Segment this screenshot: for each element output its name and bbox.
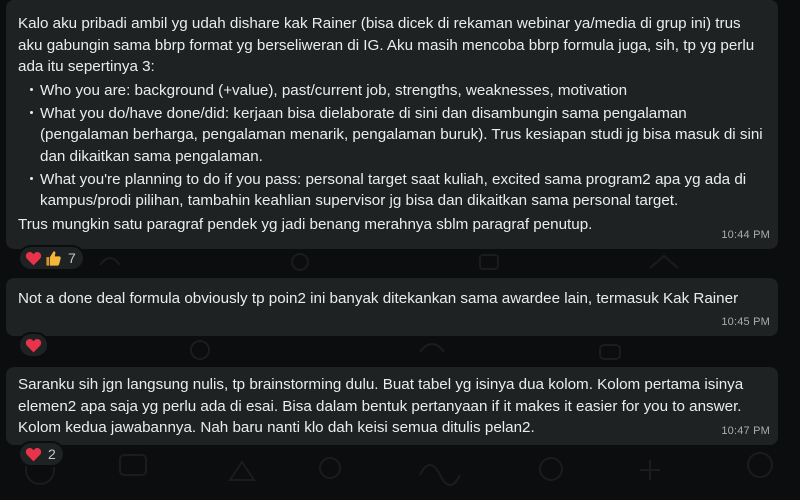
heart-icon (25, 251, 42, 266)
message-bullet-list (18, 80, 766, 212)
message-text: Not a done deal formula obviously tp poin2 ini banyak ditekankan sama awardee lain, termasuk Kak Rainer (18, 290, 739, 307)
reaction-pill[interactable] (18, 441, 65, 467)
reaction-pill[interactable] (18, 245, 85, 271)
message-timestamp: 10:44 PM (721, 228, 770, 241)
bullet-item: What you do/have done/did: kerjaan bisa dielaborate di sini dan disambungin sama pengalaman (pengalaman berharga, pengalaman menarik, pengalaman buruk). Trus kesiapan studi jg bisa masuk di sini dan dikaitkan sama pengalaman. (30, 103, 766, 168)
reaction-pill[interactable] (18, 332, 49, 358)
reaction-count: 2 (48, 446, 56, 462)
message-timestamp: 10:47 PM (721, 424, 770, 437)
message-bubble[interactable] (6, 367, 778, 445)
heart-icon (25, 447, 42, 462)
message-bubble[interactable] (6, 0, 778, 249)
message-text: Kalo aku pribadi ambil yg udah dishare kak Rainer (bisa dicek di rekaman webinar ya/media di grup ini) trus aku gabungin sama bbrp format yg berseliweran di IG. Aku masih mencoba bbrp formula juga, sih, tp yg perlu ada itu sepertinya 3: (18, 15, 755, 75)
thumbs-up-icon (45, 250, 62, 267)
heart-icon (25, 338, 42, 353)
message-timestamp: 10:45 PM (721, 315, 770, 328)
bullet-item: Who you are: background (+value), past/current job, strengths, weaknesses, motivation (30, 80, 766, 102)
message-text: Trus mungkin satu paragraf pendek yg jadi benang merahnya sblm paragraf penutup. (18, 215, 593, 233)
message-text: Saranku sih jgn langsung nulis, tp brainstorming dulu. Buat tabel yg isinya dua kolom. Kolom pertama isinya elemen2 apa saja yg perlu ada di esai. Bisa dalam bentuk pertanyaan if it makes it easier for you to answer. Kolom kedua jawabannya. Nah baru nanti klo dah keisi semua ditulis pelan2. (18, 376, 744, 436)
bullet-item: What you're planning to do if you pass: personal target saat kuliah, excited sama program2 apa yg ada di kampus/prodi pilihan, tambahin keahlian supervisor jg bisa dan dikaitkan sama personal target. (30, 169, 766, 212)
message-bubble[interactable] (6, 278, 778, 336)
reaction-count: 7 (68, 250, 76, 266)
